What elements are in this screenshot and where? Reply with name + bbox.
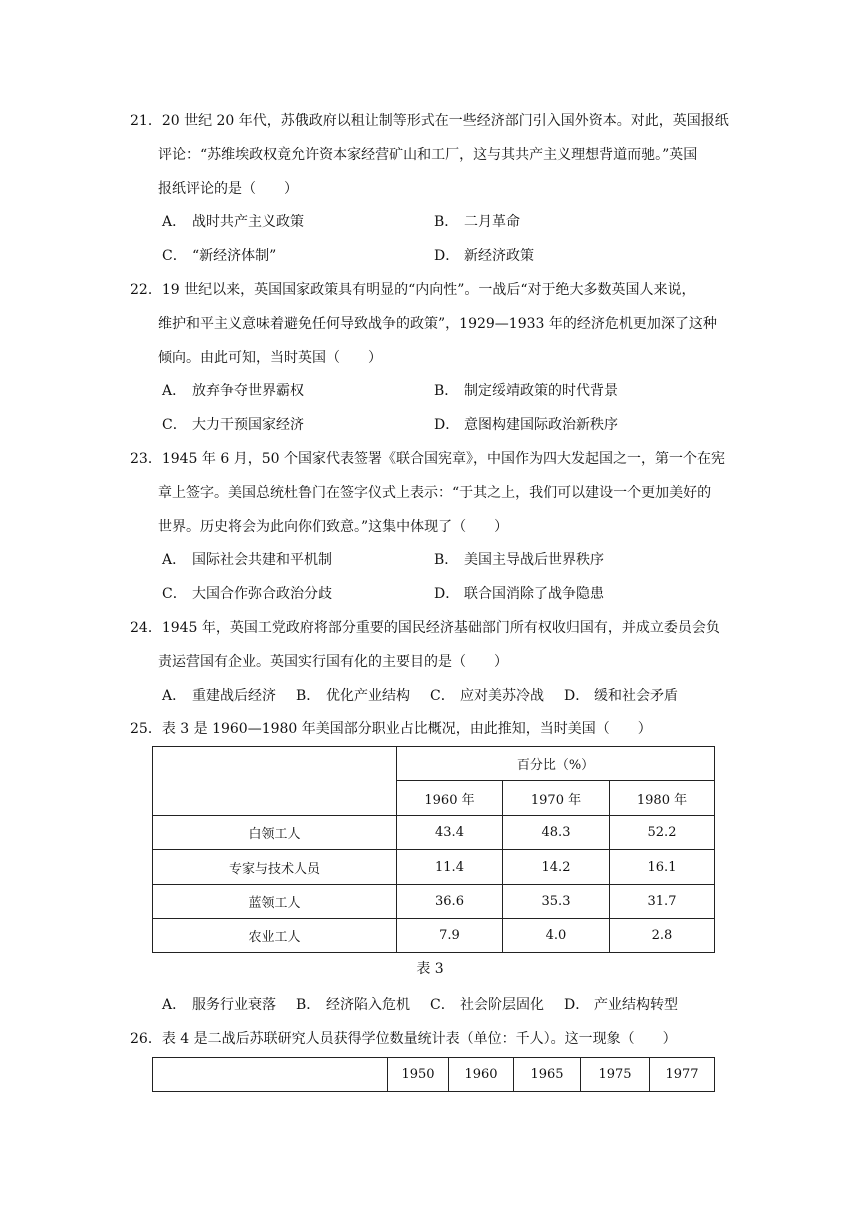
table-cell: 43.4 bbox=[397, 816, 503, 850]
table-cell: 4.0 bbox=[503, 919, 610, 953]
table-corner-cell bbox=[153, 1058, 388, 1092]
table-year-header: 1965 bbox=[514, 1058, 581, 1092]
table-row bbox=[153, 885, 715, 919]
question-23 bbox=[130, 442, 730, 544]
question-24-options bbox=[162, 679, 732, 713]
option-b[interactable]: B． 二月革命 bbox=[434, 214, 520, 230]
question-22-line-3: 倾向。由此可知，当时英国（ ） bbox=[158, 350, 382, 366]
option-d[interactable]: D． 联合国消除了战争隐患 bbox=[434, 586, 604, 602]
table-cell: 35.3 bbox=[503, 885, 610, 919]
table-group-header: 百分比（%） bbox=[397, 747, 715, 781]
table-cell: 16.1 bbox=[610, 850, 715, 885]
table-cell: 36.6 bbox=[397, 885, 503, 919]
option-a[interactable]: A． 国际社会共建和平机制 bbox=[162, 552, 332, 568]
option-b[interactable]: B． 制定绥靖政策的时代背景 bbox=[434, 383, 618, 399]
table-cell: 2.8 bbox=[610, 919, 715, 953]
table-row-label: 专家与技术人员 bbox=[153, 850, 397, 885]
table-year-header: 1980 年 bbox=[610, 781, 715, 816]
table-row-label: 白领工人 bbox=[153, 816, 397, 850]
option-b[interactable]: B． 经济陷入危机 bbox=[296, 997, 410, 1013]
question-23-line-3: 世界。历史将会为此向你们致意。”这集中体现了（ ） bbox=[158, 519, 509, 535]
question-22-line-2: 维护和平主义意味着避免任何导致战争的政策”，1929—1933 年的经济危机更加深了这种 bbox=[158, 316, 717, 332]
option-d[interactable]: D． 产业结构转型 bbox=[564, 997, 678, 1013]
table-row bbox=[153, 850, 715, 885]
table-3-caption: 表 3 bbox=[416, 961, 444, 977]
table-3 bbox=[152, 746, 715, 953]
table-year-header: 1977 bbox=[650, 1058, 715, 1092]
table-cell: 7.9 bbox=[397, 919, 503, 953]
option-a[interactable]: A． 放弃争夺世界霸权 bbox=[162, 383, 304, 399]
table-4 bbox=[152, 1057, 715, 1092]
question-23-options bbox=[162, 543, 732, 611]
table-year-header: 1960 年 bbox=[397, 781, 503, 816]
question-21-line-2: 评论：“苏维埃政权竟允许资本家经营矿山和工厂，这与其共产主义理想背道而驰。”英国 bbox=[158, 147, 698, 163]
table-year-header: 1960 bbox=[449, 1058, 514, 1092]
table-cell: 31.7 bbox=[610, 885, 715, 919]
question-23-line-1: 23．1945 年 6 月，50 个国家代表签署《联合国宪章》，中国作为四大发起国之一，第一个在宪 bbox=[130, 451, 725, 467]
table-corner-cell bbox=[153, 747, 397, 816]
table-year-header: 1950 bbox=[388, 1058, 449, 1092]
option-d[interactable]: D． 新经济政策 bbox=[434, 248, 534, 264]
table-row-label: 蓝领工人 bbox=[153, 885, 397, 919]
question-22-line-1: 22．19 世纪以来，英国国家政策具有明显的“内向性”。一战后“对于绝大多数英国人来说， bbox=[130, 282, 696, 298]
option-a[interactable]: A． 服务行业衰落 bbox=[162, 997, 276, 1013]
question-26-line-1: 26．表 4 是二战后苏联研究人员获得学位数量统计表（单位：千人）。这一现象（ ） bbox=[130, 1031, 677, 1047]
question-24 bbox=[130, 611, 730, 679]
table-year-header: 1975 bbox=[581, 1058, 650, 1092]
question-22 bbox=[130, 273, 730, 375]
table-row bbox=[153, 919, 715, 953]
option-c[interactable]: C． 大国合作弥合政治分歧 bbox=[162, 586, 332, 602]
question-26 bbox=[130, 1022, 730, 1056]
option-c[interactable]: C． 社会阶层固化 bbox=[430, 997, 544, 1013]
question-21-options bbox=[162, 205, 732, 273]
option-a[interactable]: A． 战时共产主义政策 bbox=[162, 214, 304, 230]
question-25-options bbox=[162, 988, 732, 1022]
option-c[interactable]: C． 大力干预国家经济 bbox=[162, 417, 304, 433]
option-a[interactable]: A． 重建战后经济 bbox=[162, 688, 276, 704]
question-21 bbox=[130, 104, 730, 206]
question-23-line-2: 章上签字。美国总统杜鲁门在签字仪式上表示：“于其之上，我们可以建设一个更加美好的 bbox=[158, 485, 712, 501]
table-row bbox=[153, 1058, 715, 1092]
table-cell: 52.2 bbox=[610, 816, 715, 850]
table-row-label: 农业工人 bbox=[153, 919, 397, 953]
question-21-line-3: 报纸评论的是（ ） bbox=[158, 181, 298, 197]
option-c[interactable]: C． “新经济体制” bbox=[162, 248, 277, 264]
option-d[interactable]: D． 意图构建国际政治新秩序 bbox=[434, 417, 618, 433]
option-b[interactable]: B． 美国主导战后世界秩序 bbox=[434, 552, 604, 568]
table-row bbox=[153, 816, 715, 850]
question-22-options bbox=[162, 374, 732, 442]
table-cell: 48.3 bbox=[503, 816, 610, 850]
question-25-line-1: 25．表 3 是 1960—1980 年美国部分职业占比概况，由此推知，当时美国（ ） bbox=[130, 721, 652, 737]
option-b[interactable]: B． 优化产业结构 bbox=[296, 688, 410, 704]
table-year-header: 1970 年 bbox=[503, 781, 610, 816]
option-c[interactable]: C． 应对美苏冷战 bbox=[430, 688, 544, 704]
question-21-line-1: 21．20 世纪 20 年代，苏俄政府以租让制等形式在一些经济部门引入国外资本。对此，英国报纸 bbox=[130, 113, 729, 129]
table-cell: 14.2 bbox=[503, 850, 610, 885]
table-cell: 11.4 bbox=[397, 850, 503, 885]
question-24-line-2: 责运营国有企业。英国实行国有化的主要目的是（ ） bbox=[158, 654, 508, 670]
option-d[interactable]: D． 缓和社会矛盾 bbox=[564, 688, 678, 704]
question-24-line-1: 24．1945 年，英国工党政府将部分重要的国民经济基础部门所有权收归国有，并成立委员会负 bbox=[130, 620, 720, 636]
question-25 bbox=[130, 712, 730, 746]
